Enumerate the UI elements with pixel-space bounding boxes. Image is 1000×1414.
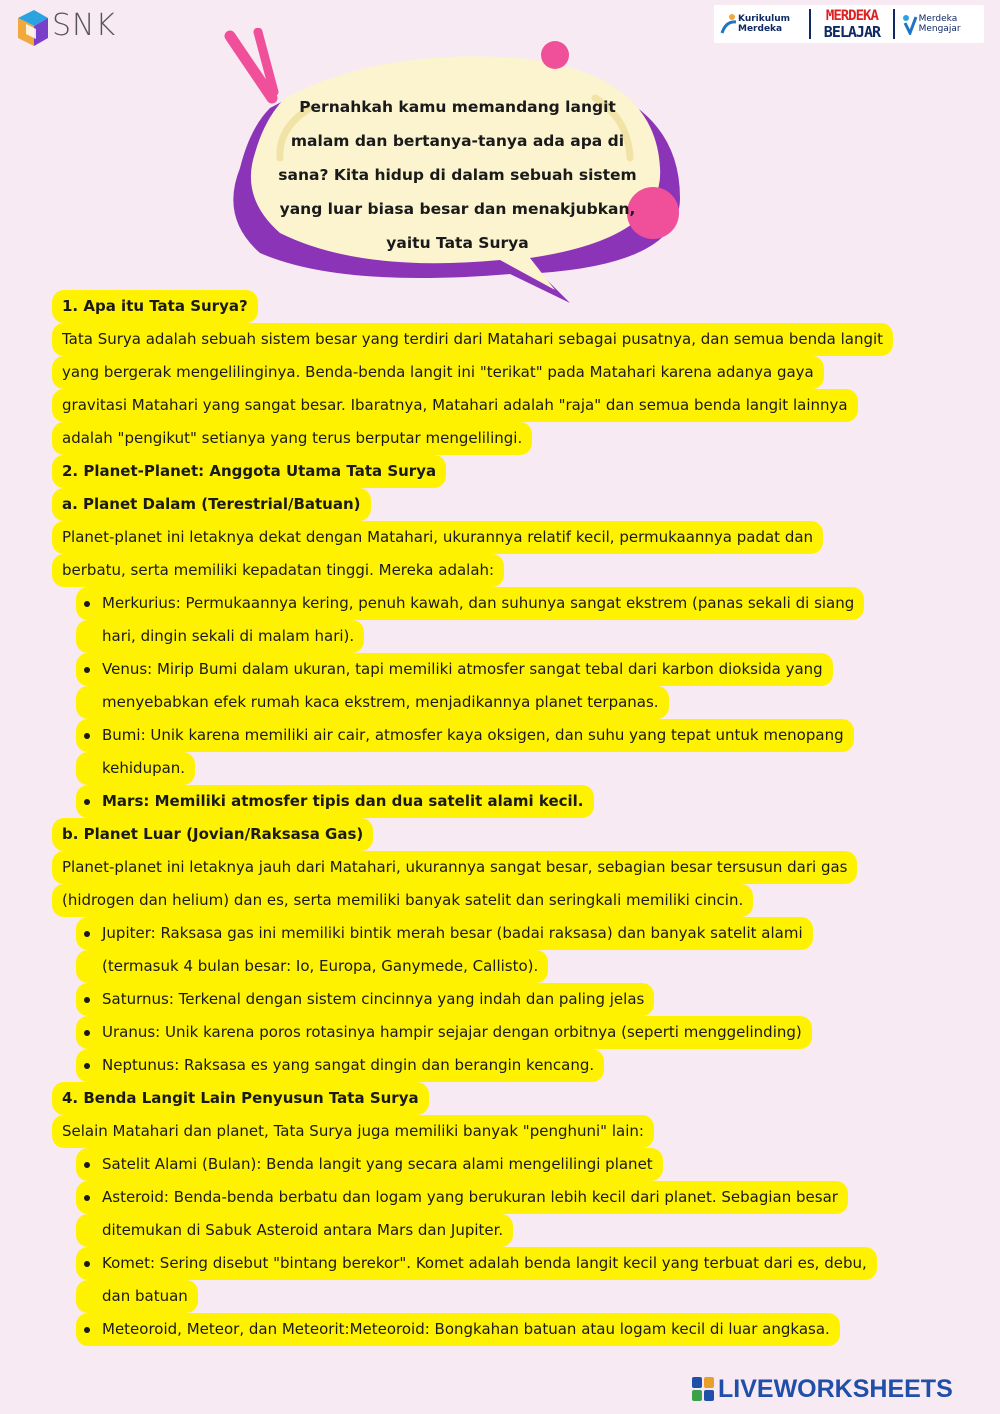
bullet-dot-icon xyxy=(84,733,90,739)
section-heading: 1. Apa itu Tata Surya? xyxy=(52,290,258,323)
paragraph-line: gravitasi Matahari yang sangat besar. Ibaratnya, Matahari adalah "raja" dan semua benda langit lainnya xyxy=(52,389,858,422)
merdeka-mengajar-badge xyxy=(895,5,984,43)
bullet-dot-icon xyxy=(84,1162,90,1168)
bullet-item-continuation: kehidupan. xyxy=(76,752,195,785)
bullet-item: Asteroid: Benda-benda berbatu dan logam yang berukuran lebih kecil dari planet. Sebagian besar xyxy=(76,1181,848,1214)
bullet-item-continuation: (termasuk 4 bulan besar: Io, Europa, Ganymede, Callisto). xyxy=(76,950,548,983)
bullet-item-continuation: menyebabkan efek rumah kaca ekstrem, menjadikannya planet terpanas. xyxy=(76,686,669,719)
bullet-item: Komet: Sering disebut "bintang berekor". Komet adalah benda langit kecil yang terbuat dari es, debu, xyxy=(76,1247,877,1280)
section-heading: 2. Planet-Planet: Anggota Utama Tata Surya xyxy=(52,455,446,488)
bullet-dot-icon xyxy=(84,799,90,805)
liveworksheets-icon xyxy=(692,1377,714,1401)
bullet-dot-icon xyxy=(84,931,90,937)
merdeka-belajar-line-1: MERDEKA xyxy=(825,8,878,24)
merdeka-belajar-line-2: BELAJAR xyxy=(823,23,881,41)
bullet-item-continuation: dan batuan xyxy=(76,1280,198,1313)
bullet-item: Merkurius: Permukaannya kering, penuh kawah, dan suhunya sangat ekstrem (panas sekali di siang xyxy=(76,587,864,620)
mengajar-line-1: Merdeka xyxy=(918,14,958,24)
mengajar-line-2: Mengajar xyxy=(918,24,961,34)
kurikulum-merdeka-badge xyxy=(714,5,809,43)
bullet-item: Meteoroid, Meteor, dan Meteorit:Meteoroid: Bongkahan batuan atau logam kecil di luar angkasa. xyxy=(76,1313,840,1346)
bullet-dot-icon xyxy=(84,1063,90,1069)
paragraph-line: Selain Matahari dan planet, Tata Surya juga memiliki banyak "penghuni" lain: xyxy=(52,1115,654,1148)
bullet-item: Jupiter: Raksasa gas ini memiliki bintik merah besar (badai raksasa) dan banyak satelit alami xyxy=(76,917,813,950)
paragraph-line: adalah "pengikut" setianya yang terus berputar mengelilingi. xyxy=(52,422,532,455)
liveworksheets-logo xyxy=(692,1374,953,1404)
liveworksheets-text: LIVEWORKSHEETS xyxy=(718,1374,953,1403)
paragraph-line: yang bergerak mengelilinginya. Benda-benda langit ini "terikat" pada Matahari karena adanya gaya xyxy=(52,356,824,389)
section-heading: a. Planet Dalam (Terestrial/Batuan) xyxy=(52,488,371,521)
kurikulum-line-1: Kurikulum xyxy=(738,14,791,24)
merdeka-belajar-badge xyxy=(811,5,892,43)
merdeka-mengajar-icon xyxy=(901,13,919,35)
paragraph-line: Tata Surya adalah sebuah sistem besar yang terdiri dari Matahari sebagai pusatnya, dan semua benda langit xyxy=(52,323,893,356)
bullet-dot-icon xyxy=(84,1030,90,1036)
bullet-item: Mars: Memiliki atmosfer tipis dan dua satelit alami kecil. xyxy=(76,785,594,818)
paragraph-line: Planet-planet ini letaknya dekat dengan Matahari, ukurannya relatif kecil, permukaannya padat dan xyxy=(52,521,823,554)
bullet-dot-icon xyxy=(84,1261,90,1267)
section-heading: 4. Benda Langit Lain Penyusun Tata Surya xyxy=(52,1082,429,1115)
bullet-item-continuation: hari, dingin sekali di malam hari). xyxy=(76,620,364,653)
brand-name: SNK xyxy=(52,8,117,43)
bullet-dot-icon xyxy=(84,601,90,607)
bullet-dot-icon xyxy=(84,667,90,673)
bullet-dot-icon xyxy=(84,1195,90,1201)
section-heading: b. Planet Luar (Jovian/Raksasa Gas) xyxy=(52,818,373,851)
bullet-dot-icon xyxy=(84,1327,90,1333)
bullet-item: Saturnus: Terkenal dengan sistem cincinnya yang indah dan paling jelas xyxy=(76,983,654,1016)
bullet-item: Bumi: Unik karena memiliki air cair, atmosfer kaya oksigen, dan suhu yang tepat untuk menopang xyxy=(76,719,854,752)
bullet-item: Uranus: Unik karena poros rotasinya hampir sejajar dengan orbitnya (seperti menggelinding) xyxy=(76,1016,812,1049)
paragraph-line: Planet-planet ini letaknya jauh dari Matahari, ukurannya sangat besar, sebagian besar tersusun dari gas xyxy=(52,851,857,884)
bullet-item: Venus: Mirip Bumi dalam ukuran, tapi memiliki atmosfer sangat tebal dari karbon dioksida yang xyxy=(76,653,833,686)
bubble-question-text: Pernahkah kamu memandang langit malam dan bertanya-tanya ada apa di sana? Kita hidup di dalam sebuah sistem yang luar biasa besar dan menakjubkan, yaitu Tata Surya xyxy=(278,98,637,252)
kurikulum-merdeka-icon xyxy=(720,13,738,35)
bullet-item-continuation: ditemukan di Sabuk Asteroid antara Mars dan Jupiter. xyxy=(76,1214,513,1247)
curriculum-badges xyxy=(714,5,984,43)
paragraph-line: berbatu, serta memiliki kepadatan tinggi. Mereka adalah: xyxy=(52,554,504,587)
lesson-content xyxy=(52,290,962,1346)
paragraph-line: (hidrogen dan helium) dan es, serta memiliki banyak satelit dan seringkali memiliki cincin. xyxy=(52,884,753,917)
bullet-item: Neptunus: Raksasa es yang sangat dingin dan berangin kencang. xyxy=(76,1049,604,1082)
kurikulum-line-2: Merdeka xyxy=(738,24,783,34)
bullet-item: Satelit Alami (Bulan): Benda langit yang secara alami mengelilingi planet xyxy=(76,1148,663,1181)
bullet-dot-icon xyxy=(84,997,90,1003)
